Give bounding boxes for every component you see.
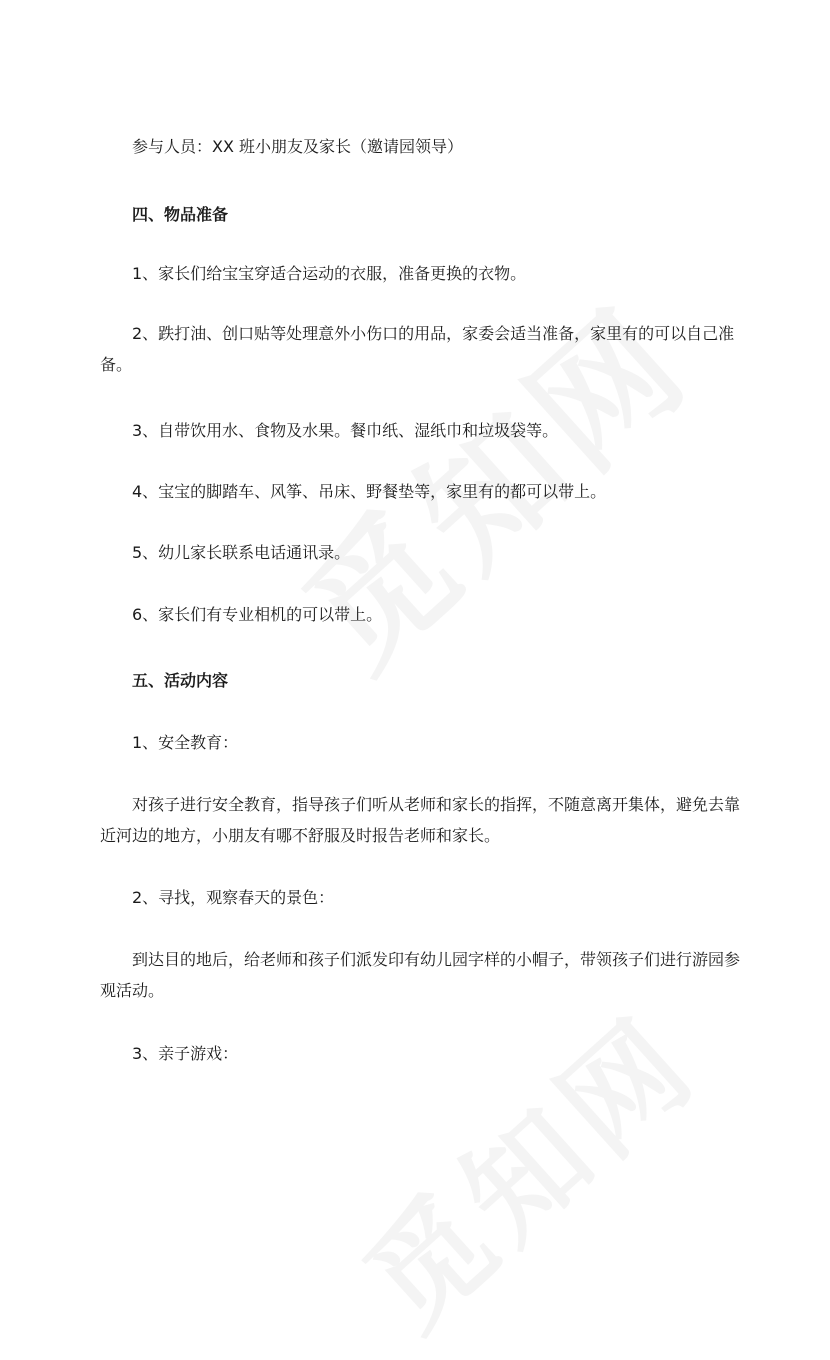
subsection-3-title: 3、亲子游戏： [132, 1044, 239, 1063]
prep-item-4: 4、宝宝的脚踏车、风筝、吊床、野餐垫等，家里有的都可以带上。 [132, 482, 607, 501]
prep-item-6: 6、家长们有专业相机的可以带上。 [132, 605, 383, 624]
subsection-2-title: 2、寻找，观察春天的景色： [132, 888, 335, 907]
participants-line: 参与人员：XX 班小朋友及家长（邀请园领导） [132, 137, 464, 156]
prep-item-5: 5、幼儿家长联系电话通讯录。 [132, 543, 351, 562]
prep-item-3: 3、自带饮用水、食物及水果。餐巾纸、湿纸巾和垃圾袋等。 [132, 421, 559, 440]
subsection-1-body: 对孩子进行安全教育，指导孩子们听从老师和家长的指挥，不随意离开集体，避免去靠近河边的地方，小朋友有哪不舒服及时报告老师和家长。 [100, 795, 741, 845]
watermark-bottom [323, 972, 728, 1360]
section-4-heading: 四、物品准备 [132, 205, 229, 224]
section-5-heading: 五、活动内容 [132, 671, 229, 690]
subsection-1-title: 1、安全教育： [132, 733, 239, 752]
prep-item-1: 1、家长们给宝宝穿适合运动的衣服，准备更换的衣物。 [132, 264, 527, 283]
prep-item-2: 2、跌打油、创口贴等处理意外小伤口的用品，家委会适当准备，家里有的可以自己准备。 [100, 324, 735, 374]
subsection-2-body: 到达目的地后，给老师和孩子们派发印有幼儿园字样的小帽子，带领孩子们进行游园参观活动。 [100, 950, 741, 1000]
